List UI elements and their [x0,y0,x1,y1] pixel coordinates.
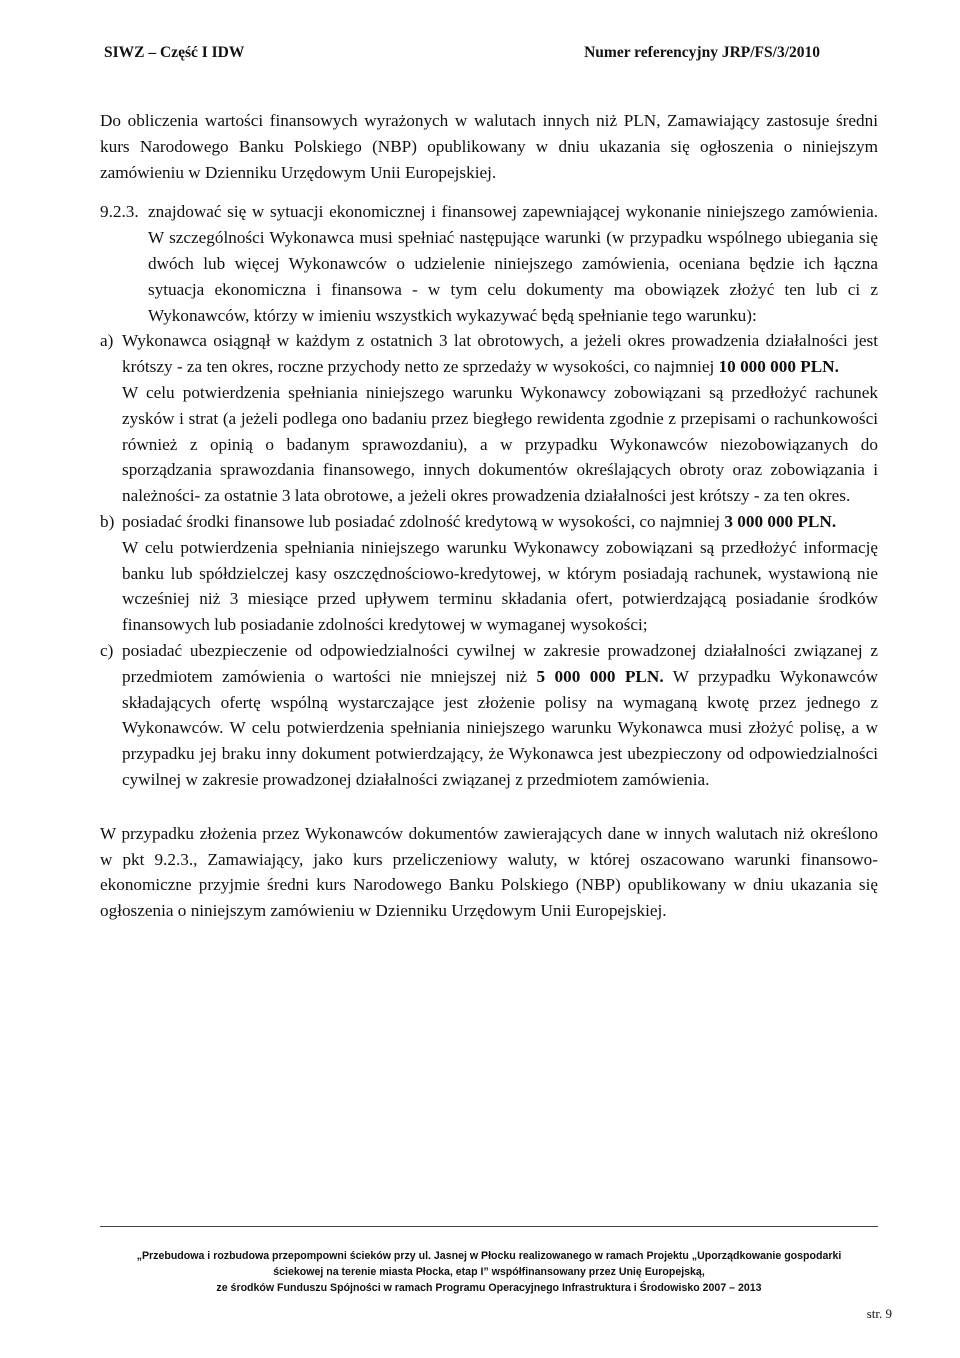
condition-a-letter: a) [100,331,114,351]
footer-line-1: „Przebudowa i rozbudowa przepompowni ścieków przy ul. Jasnej w Płocku realizowanego w ramach Projektu „Uporządkowanie gospodarki [136,1250,842,1262]
section-9-2-3 [100,199,878,328]
condition-a-amount: 10 000 000 PLN. [718,357,839,377]
closing-paragraph: W przypadku złożenia przez Wykonawców dokumentów zawierających dane w innych walutach niż określono w pkt 9.2.3., Zamawiający, jako kurs przeliczeniowy waluty, w której oszacowano warunki finansowo-ekonomiczne przyjmie średni kurs Narodowego Banku Polskiego (NBP) opublikowany w dniu ukazania się ogłoszenia o niniejszym zamówieniu w Dzienniku Urzędowym Unii Europejskiej. [100,823,878,921]
section-text: znajdować się w sytuacji ekonomicznej i finansowej zapewniającej wykonanie niniejszego zamówienia. W szczególności Wykonawca musi spełniać następujące warunki (w przypadku wspólnego ubiegania się dwóch lub więcej Wykonawców o udzielenie niniejszego zamówienia, oceniana będzie ich łączna sytuacja ekonomiczna i finansowa - w tym celu dokumenty ma obowiązek złożyć ten lub ci z Wykonawców, którzy w imieniu wszystkich wykazywać będą spełnianie tego warunku): [148,202,878,325]
footer-line-3: ze środków Funduszu Spójności w ramach Programu Operacyjnego Infrastruktura i Środowisko 2007 – 2013 [216,1282,762,1294]
condition-c-amount: 5 000 000 PLN. [536,666,664,686]
condition-b-amount: 3 000 000 PLN. [724,511,837,531]
footer-divider [100,1226,878,1227]
condition-b-proof: W celu potwierdzenia spełniania niniejszego warunku Wykonawcy zobowiązani są przedłożyć informację banku lub spółdzielczej kasy oszczędnościowo-kredytowej, w którym posiadają rachunek, wystawioną nie wcześniej niż 3 miesiące przed upływem terminu składania ofert, potwierdzającą posiadanie środków finansowych lub posiadanie zdolności kredytowej w wymaganej wysokości; [122,537,878,635]
section-number: 9.2.3. [100,202,139,222]
condition-c-text: posiadać ubezpieczenie od odpowiedzialności cywilnej w zakresie prowadzonej działalności związanej z przedmiotem zamówienia o wartości nie mniejszej niż [122,640,878,686]
header-reference-number: Numer referencyjny JRP/FS/3/2010 [584,44,820,61]
document-body [100,108,878,924]
header-document-title: SIWZ – Część I IDW [104,44,245,61]
condition-c [100,638,878,793]
intro-paragraph: Do obliczenia wartości finansowych wyrażonych w walutach innych niż PLN, Zamawiający zastosuje średni kurs Narodowego Banku Polskiego (NBP) opublikowany w dniu ukazania się ogłoszenia o niniejszym zamówieniu w Dzienniku Urzędowym Unii Europejskiej. [100,111,878,182]
footer [104,1248,874,1296]
condition-c-letter: c) [100,640,114,660]
condition-a-text: Wykonawca osiągnął w każdym z ostatnich 3 lat obrotowych, a jeżeli okres prowadzenia działalności jest krótszy - za ten okres, roczne przychody netto ze sprzedaży w wysokości, co najmniej [122,331,878,377]
footer-line-2: ściekowej na terenie miasta Płocka, etap I” współfinansowany przez Unię Europejską, [273,1266,705,1278]
condition-a [100,328,878,380]
condition-b [100,509,878,535]
page-number: str. 9 [866,1306,892,1321]
condition-c-text-after: W przypadku Wykonawców składających ofertę wspólną wystarczające jest złożenie polisy na wymaganą kwotę przez jednego z Wykonawców. W celu potwierdzenia spełniania niniejszego warunku Wykonawca musi złożyć polisę, a w przypadku jej braku inny dokument potwierdzający, że Wykonawca jest ubezpieczony od odpowiedzialności cywilnej w zakresie prowadzonej działalności związanej z przedmiotem zamówienia. [122,666,878,789]
condition-b-text: posiadać środki finansowe lub posiadać zdolność kredytową w wysokości, co najmniej [122,511,725,531]
condition-a-proof: W celu potwierdzenia spełniania niniejszego warunku Wykonawcy zobowiązani są przedłożyć rachunek zysków i strat (a jeżeli podlega ono badaniu przez biegłego rewidenta zgodnie z przepisami o rachunkowości również z opinią o badanym sprawozdaniu), a w przypadku Wykonawców niezobowiązanych do sporządzania sprawozdania finansowego, innych dokumentów określających obroty oraz zobowiązania i należności- za ostatnie 3 lata obrotowe, a jeżeli okres prowadzenia działalności jest krótszy - za ten okres. [122,382,878,506]
condition-b-letter: b) [100,511,115,531]
